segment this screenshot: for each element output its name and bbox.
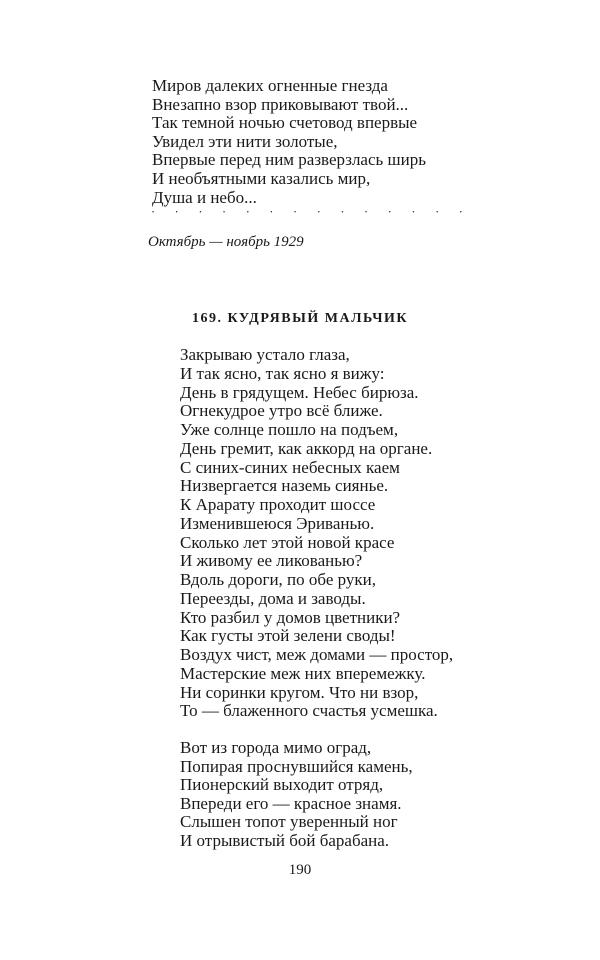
ellipsis-dot: • — [436, 210, 439, 216]
ellipsis-dot: • — [152, 210, 155, 216]
ellipsis-dots-row — [152, 206, 462, 220]
verse-line: С синих-синих небесных каем — [180, 457, 400, 477]
ellipsis-dot: • — [270, 210, 273, 216]
ellipsis-dot: • — [246, 210, 249, 216]
poem-date: Октябрь — ноябрь 1929 — [148, 234, 304, 250]
verse-line: Внезапно взор приковывают твой... — [152, 94, 409, 114]
verse-line: День в грядущем. Небес бирюза. — [180, 382, 419, 402]
ellipsis-dot: • — [175, 210, 178, 216]
verse-line: Впервые перед ним разверзлась ширь — [152, 150, 426, 170]
verse-line: Изменившеюся Эриванью. — [180, 513, 375, 533]
ellipsis-dot: • — [365, 210, 368, 216]
verse-line: Миров далеких огненные гнезда — [152, 76, 388, 95]
verse-line: Закрываю устало глаза, — [180, 345, 350, 364]
ellipsis-dot: • — [341, 210, 344, 216]
verse-line: Как густы этой зелени своды! — [180, 626, 396, 646]
ellipsis-dot: • — [294, 210, 297, 216]
verse-line: Впереди его — красное знамя. — [180, 793, 402, 813]
ellipsis-dot: • — [199, 210, 202, 216]
verse-line: Переезды, дома и заводы. — [180, 588, 366, 608]
verse-line: Слышен топот уверенный ног — [180, 812, 398, 832]
poem-title: 169. КУДРЯВЫЙ МАЛЬЧИК — [191, 311, 409, 326]
verse-line: И отрывистый бой барабана. — [180, 830, 390, 850]
verse-line: Низвергается наземь сиянье. — [180, 476, 389, 496]
verse-line: День гремит, как аккорд на органе. — [180, 438, 433, 458]
page-number: 190 — [288, 862, 312, 878]
verse-line: И живому ее ликованью? — [180, 551, 363, 571]
verse-line: То — блаженного счастья усмешка. — [180, 701, 438, 721]
verse-line: Кто разбил у домов цветники? — [180, 607, 401, 627]
verse-line: Воздух чист, меж домами — простор, — [180, 645, 454, 664]
ellipsis-dot: • — [459, 210, 462, 216]
verse-line: Пионерский выходит отряд, — [180, 775, 384, 795]
verse-line: К Арарату проходит шоссе — [180, 495, 376, 514]
stanza-1 — [180, 346, 453, 721]
verse-line: Сколько лет этой новой красе — [180, 532, 395, 552]
previous-poem-ending — [152, 77, 426, 207]
verse-line: Мастерские меж них вперемежку. — [180, 663, 426, 683]
ellipsis-dot: • — [223, 210, 226, 216]
ellipsis-dot: • — [388, 210, 391, 216]
verse-line: Вдоль дороги, по обе руки, — [180, 570, 376, 589]
stanza-2 — [180, 739, 413, 851]
ellipsis-dot: • — [412, 210, 415, 216]
verse-line: Огнекудрое утро всё ближе. — [180, 401, 383, 421]
verse-line: Вот из города мимо оград, — [180, 738, 372, 757]
verse-line: Уже солнце пошло на подъем, — [180, 420, 399, 439]
verse-line: Увидел эти нити золотые, — [152, 131, 338, 151]
verse-line: Душа и небо... — [152, 187, 257, 207]
verse-line: Ни соринки кругом. Что ни взор, — [180, 682, 419, 702]
verse-line: И так ясно, так ясно я вижу: — [180, 363, 385, 383]
verse-line: И необъятными казались мир, — [152, 168, 371, 188]
verse-line: Попирая проснувшийся камень, — [180, 756, 413, 776]
ellipsis-dot: • — [317, 210, 320, 216]
verse-line: Так темной ночью счетовод впервые — [152, 113, 418, 133]
